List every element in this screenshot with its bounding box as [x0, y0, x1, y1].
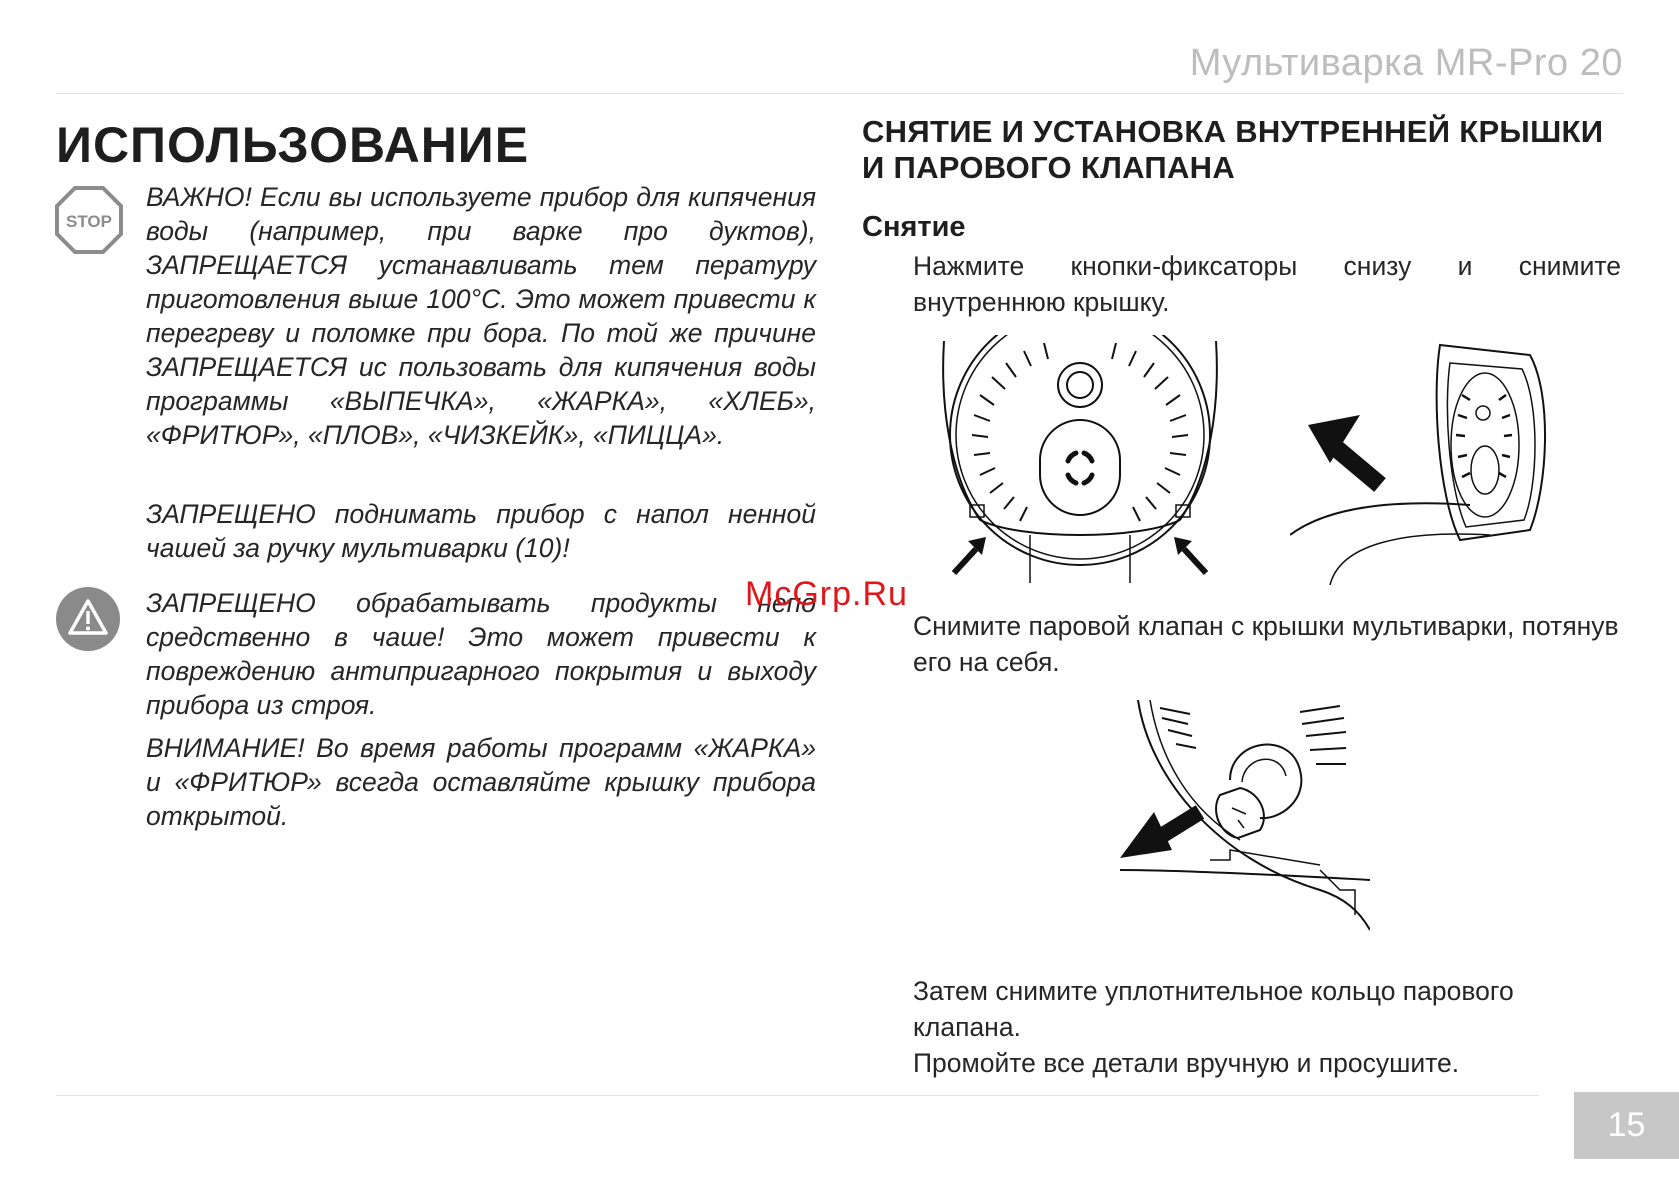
inner-lid-front-illustration: [940, 335, 1220, 590]
stop-icon-text: STOP: [66, 212, 112, 231]
steam-valve-removal-illustration: [1120, 700, 1370, 950]
stop-icon: [55, 186, 123, 259]
page-number: 15: [1574, 1092, 1679, 1159]
note-attention: ВНИМАНИЕ! Во время работы программ «ЖАРКА» и «ФРИТЮР» всегда оставляйте крышку прибора открытой.: [146, 733, 816, 831]
step-wash-and-dry: Промойте все детали вручную и просушите.: [913, 1048, 1460, 1078]
section-heading: СНЯТИЕ И УСТАНОВКА ВНУТРЕННЕЙ КРЫШКИ И ПАРОВОГО КЛАПАНА: [862, 114, 1604, 185]
step-remove-inner-lid: Нажмите кнопки-фиксаторы снизу и снимите внутреннюю крышку.: [913, 251, 1621, 317]
header-title: Мультиварка MR-Pro 20: [1189, 42, 1623, 84]
step-remove-sealing-ring: Затем снимите уплотнительное кольцо парового клапана.: [913, 976, 1514, 1042]
step-remove-steam-valve: Снимите паровой клапан с крышки мультиварки, потянув его на себя.: [913, 611, 1619, 677]
note-prohibited-processing: ЗАПРЕЩЕНО обрабатывать продукты непо средственно в чаше! Это может привести к повреждению антипригарного покрытия и выходу прибора из строя.: [146, 588, 816, 720]
note-important: ВАЖНО! Если вы используете прибор для кипячения воды (например, при варке про дуктов), ЗАПРЕЩАЕТСЯ устанавливать тем пературу приготовления выше 100°С. Это может привести к перегреву и поломке при бора. По той же причине ЗАПРЕЩАЕТСЯ ис пользовать для кипячения воды программы «ВЫПЕЧКА», «ЖАРКА», «ХЛЕБ», «ФРИТЮР», «ПЛОВ», «ЧИЗКЕЙК», «ПИЦЦА».: [146, 182, 816, 450]
header-divider: [56, 93, 1623, 94]
watermark: McGrp.Ru: [745, 575, 908, 613]
page-heading: ИСПОЛЬЗОВАНИЕ: [56, 117, 530, 173]
subheading-removal: Снятие: [862, 211, 966, 243]
inner-lid-removal-illustration: [1290, 335, 1550, 590]
warning-icon: [56, 587, 120, 656]
footer-divider: [56, 1095, 1539, 1096]
note-prohibited-lift: ЗАПРЕЩЕНО поднимать прибор с напол ненной чашей за ручку мультиварки (10)!: [146, 499, 816, 563]
